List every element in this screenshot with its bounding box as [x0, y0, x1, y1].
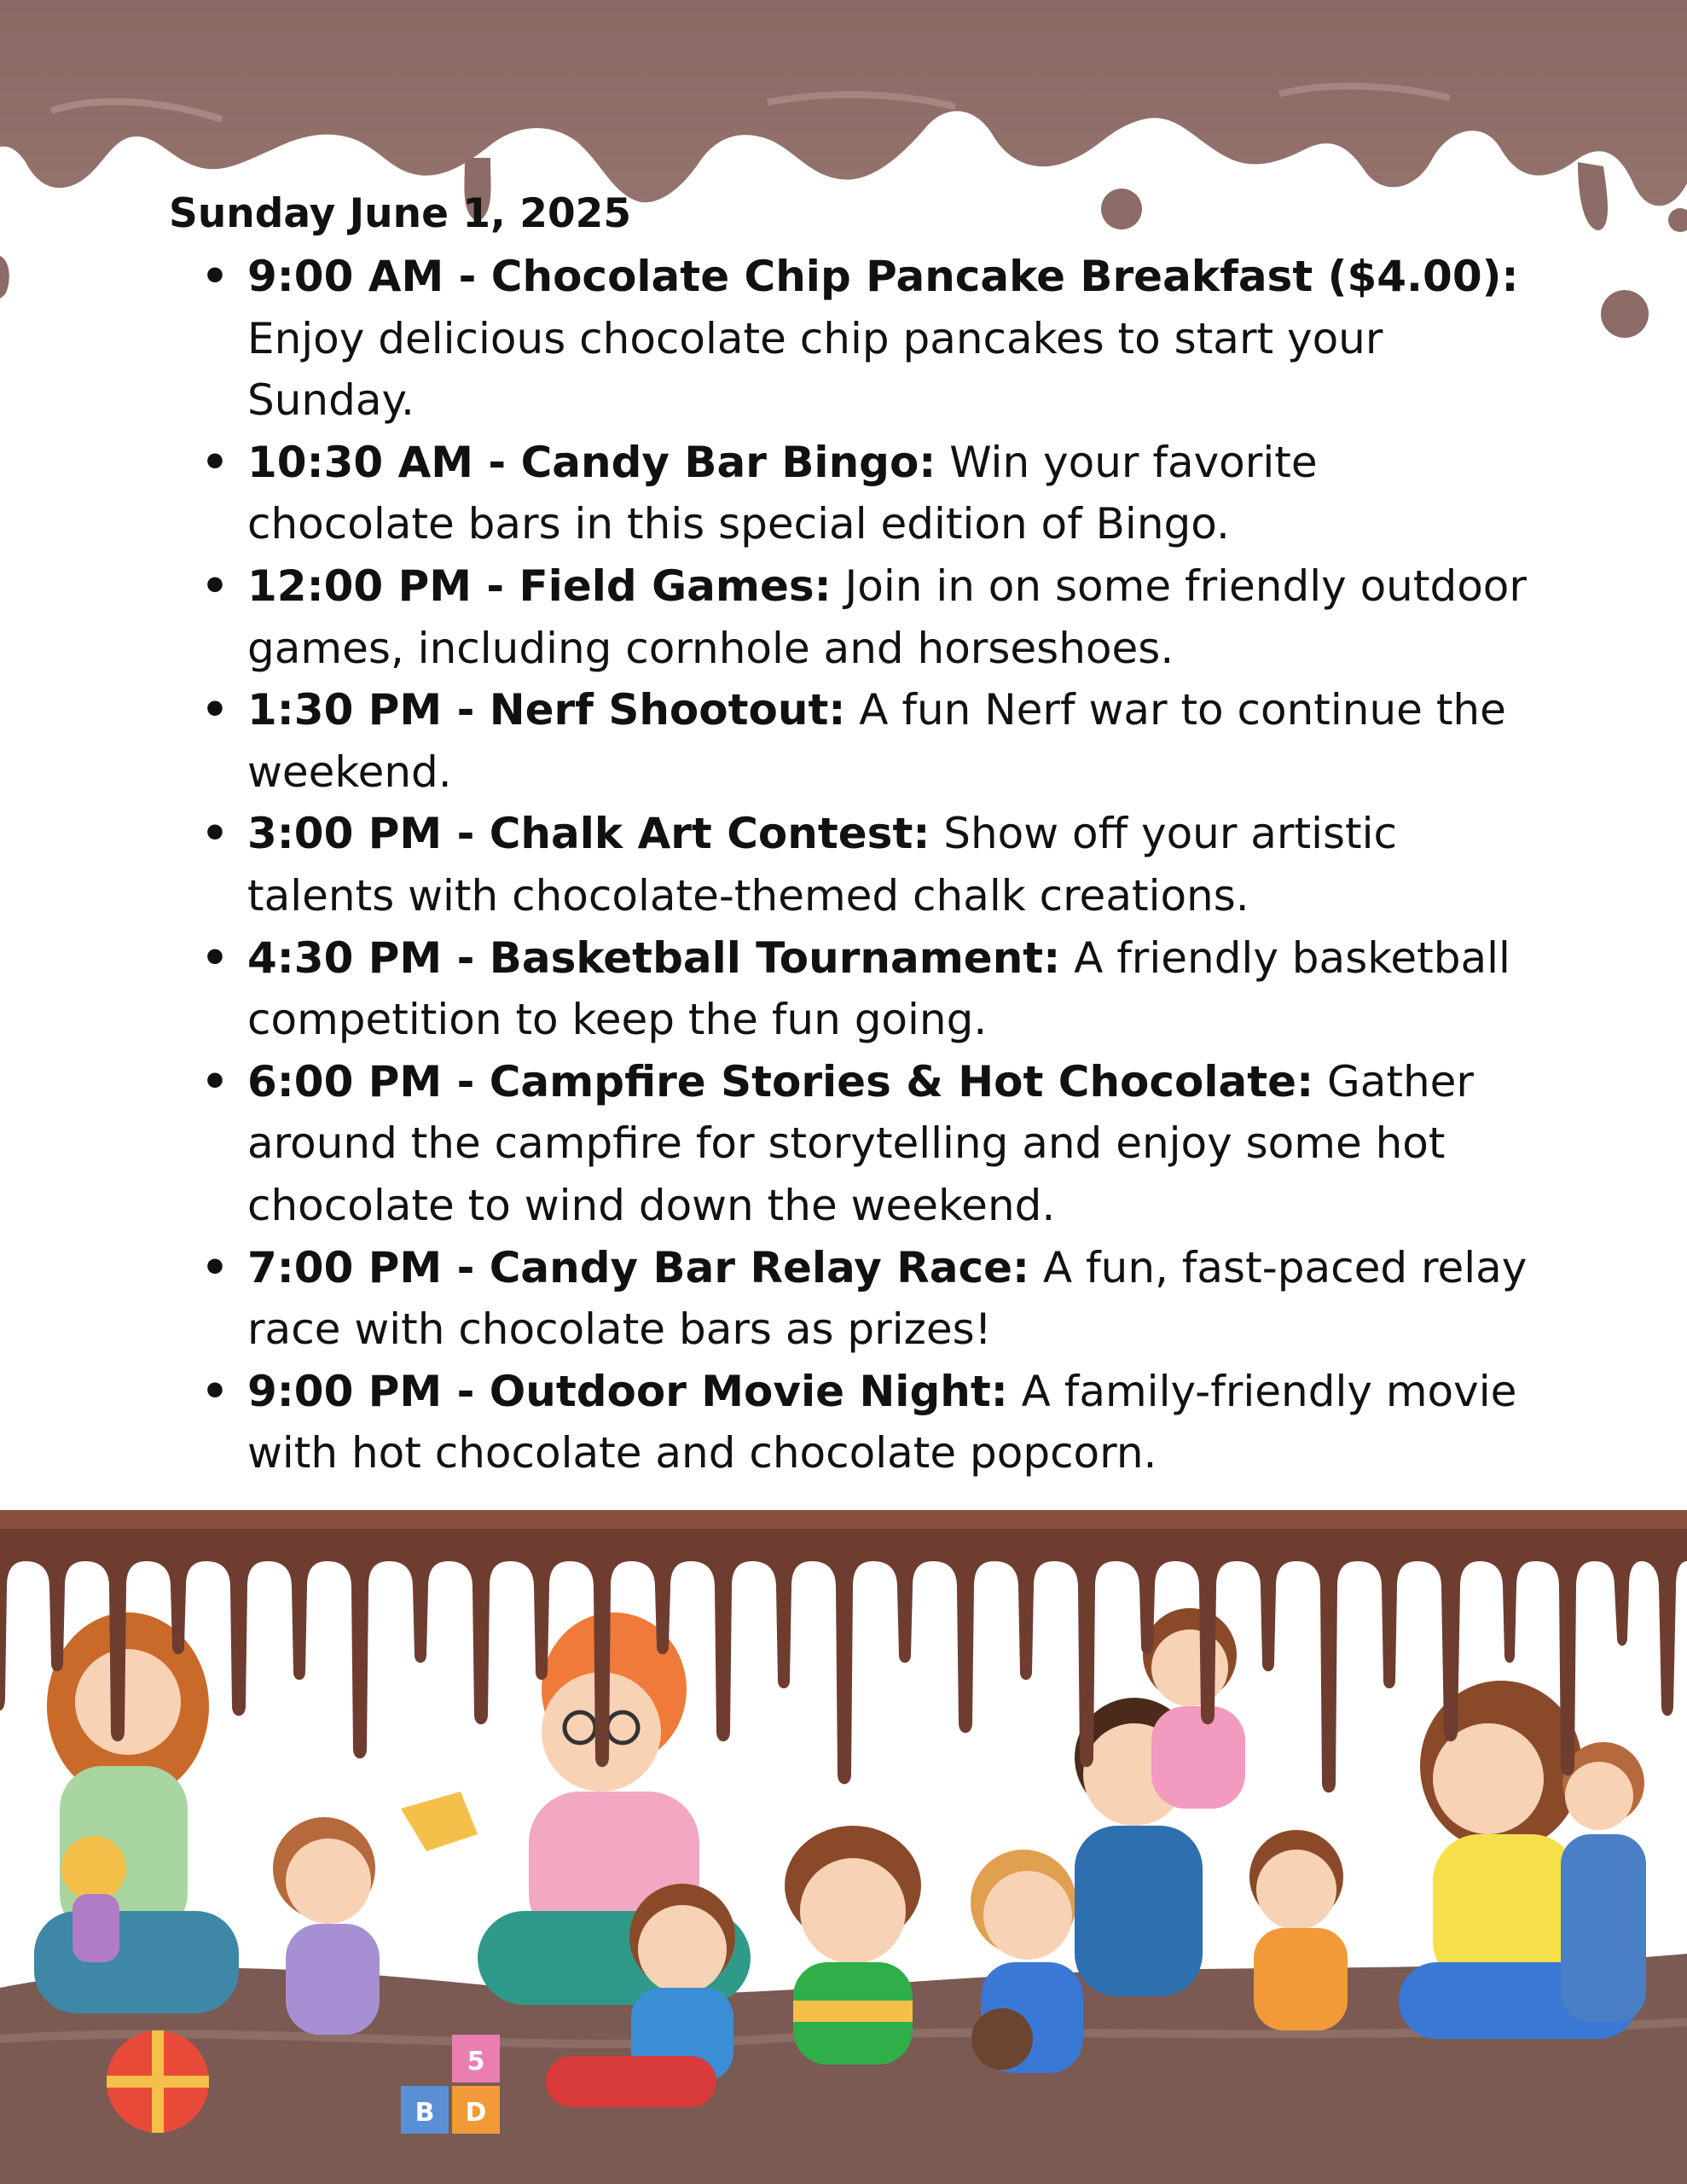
bullet-icon: • [201, 685, 229, 735]
bullet-icon: • [201, 437, 229, 487]
bullet-icon: • [201, 561, 229, 611]
mother-with-doll-figure [34, 1612, 239, 2013]
boy-in-green-shirt-figure [785, 1826, 921, 2065]
toy-plane-icon [401, 1792, 478, 1851]
event-time-title: 1:30 PM - Nerf Shootout: [247, 685, 846, 735]
list-item [169, 246, 1533, 432]
teddy-bear-icon [971, 2008, 1033, 2070]
father-with-daughter-figure [1075, 1608, 1245, 1996]
event-time-title: 9:00 PM - Outdoor Movie Night: [247, 1366, 1008, 1416]
list-item [169, 679, 1533, 803]
list-item [169, 803, 1533, 926]
event-description: A fun, fast-paced relay race with chocolate bars as prizes! [247, 1242, 1528, 1355]
event-time-title: 10:30 AM - Candy Bar Bingo: [247, 437, 936, 487]
bullet-icon: • [201, 809, 229, 859]
family-playing-illustration [0, 1510, 1687, 2184]
bullet-icon: • [201, 1366, 229, 1416]
event-description: Enjoy delicious chocolate chip pancakes to start your Sunday. [247, 313, 1383, 426]
event-description: A friendly basketball competition to keep the fun going. [247, 932, 1510, 1045]
list-item [169, 1051, 1533, 1237]
event-description: Show off your artistic talents with chocolate-themed chalk creations. [247, 809, 1398, 921]
bullet-icon: • [201, 1242, 229, 1292]
event-time-title: 12:00 PM - Field Games: [247, 561, 832, 611]
event-description: Gather around the campfire for storytelling and enjoy some hot chocolate to wind down the weekend. [247, 1056, 1474, 1230]
event-time-title: 9:00 AM - Chocolate Chip Pancake Breakfast ($4.00): [247, 252, 1519, 301]
block-number: 5 [467, 2047, 485, 2077]
girl-with-pigtails-figure [273, 1817, 380, 2035]
bullet-icon: • [201, 252, 229, 301]
event-description: Join in on some friendly outdoor games, including cornhole and horseshoes. [247, 561, 1527, 673]
event-description: Win your favorite chocolate bars in this special edition of Bingo. [247, 437, 1318, 549]
bullet-icon: • [201, 1056, 229, 1107]
schedule-list [169, 246, 1533, 1484]
event-description: A fun Nerf war to continue the weekend. [247, 685, 1506, 797]
list-item [169, 927, 1533, 1051]
schedule-section [169, 186, 1533, 1484]
event-time-title: 3:00 PM - Chalk Art Contest: [247, 809, 930, 859]
list-item [169, 1237, 1533, 1361]
list-item [169, 432, 1533, 555]
event-time-title: 6:00 PM - Campfire Stories & Hot Chocolate: [247, 1056, 1314, 1107]
list-item [169, 555, 1533, 679]
bullet-icon: • [201, 932, 229, 983]
event-description: A family-friendly movie with hot chocolate and chocolate popcorn. [247, 1366, 1517, 1478]
date-heading: Sunday June 1, 2025 [169, 190, 632, 237]
block-letter: D [465, 2098, 487, 2128]
mother-hugging-child-figure [1399, 1681, 1646, 2039]
girl-with-teddy-figure [971, 1850, 1083, 2073]
waving-boy-figure [1249, 1830, 1348, 2030]
event-time-title: 4:30 PM - Basketball Tournament: [247, 932, 1061, 983]
event-time-title: 7:00 PM - Candy Bar Relay Race: [247, 1242, 1030, 1292]
block-letter: B [415, 2098, 435, 2128]
list-item [169, 1361, 1533, 1484]
